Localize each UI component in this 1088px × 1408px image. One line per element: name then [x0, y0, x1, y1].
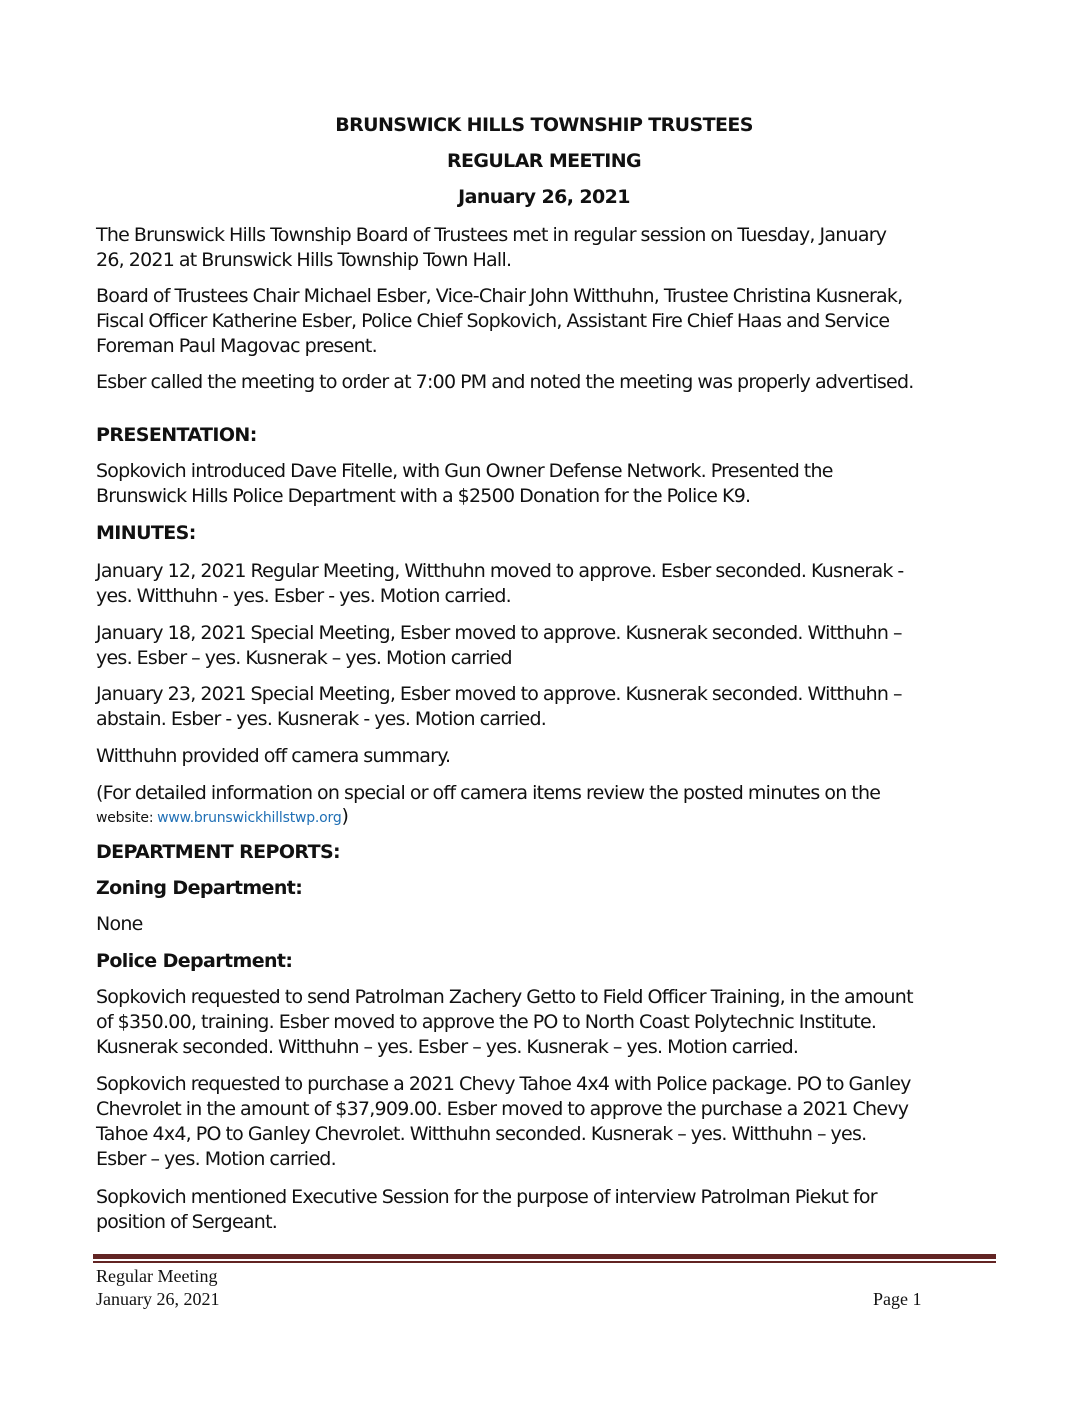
presentation-paragraph: [96, 459, 996, 509]
minutes-heading: MINUTES:: [96, 522, 196, 544]
text-line: Brunswick Hills Police Department with a $2500 Donation for the Police K9.: [96, 485, 751, 507]
off-camera-summary: Witthuhn provided off camera summary.: [96, 745, 451, 767]
police-item: [96, 1185, 996, 1235]
text-line: 26, 2021 at Brunswick Hills Township Town Hall.: [96, 249, 512, 271]
presentation-heading: PRESENTATION:: [96, 424, 257, 446]
document-title-date: January 26, 2021: [458, 186, 630, 208]
text-line: Sopkovich introduced Dave Fitelle, with Gun Owner Defense Network. Presented the: [96, 460, 833, 482]
footer-rule-thin: [93, 1261, 996, 1263]
intro-paragraph-1: [96, 223, 996, 273]
text-line: January 23, 2021 Special Meeting, Esber moved to approve. Kusnerak seconded. Witthuhn –: [96, 683, 902, 705]
text-line: Board of Trustees Chair Michael Esber, Vice-Chair John Witthuhn, Trustee Christina Kusnerak,: [96, 285, 903, 307]
text-line: (For detailed information on special or off camera items review the posted minutes on the: [96, 782, 881, 804]
closing-paren: ): [341, 805, 349, 827]
text-line: yes. Esber – yes. Kusnerak – yes. Motion carried: [96, 647, 512, 669]
attendance-paragraph: [96, 284, 996, 359]
police-item: [96, 1072, 996, 1172]
text-line: January 18, 2021 Special Meeting, Esber moved to approve. Kusnerak seconded. Witthuhn –: [96, 622, 902, 644]
minutes-item: [96, 559, 996, 609]
text-line: Kusnerak seconded. Witthuhn – yes. Esber – yes. Kusnerak – yes. Motion carried.: [96, 1036, 799, 1058]
text-line: Foreman Paul Magovac present.: [96, 335, 377, 357]
minutes-item: [96, 621, 996, 671]
text-line: The Brunswick Hills Township Board of Trustees met in regular session on Tuesday, January: [96, 224, 887, 246]
text-line: Fiscal Officer Katherine Esber, Police Chief Sopkovich, Assistant Fire Chief Haas and Service: [96, 310, 890, 332]
footer-rule-thick: [93, 1254, 996, 1259]
call-to-order-paragraph: Esber called the meeting to order at 7:00 PM and noted the meeting was properly advertised.: [96, 371, 914, 393]
text-line: January 12, 2021 Regular Meeting, Witthuhn moved to approve. Esber seconded. Kusnerak -: [96, 560, 904, 582]
website-link[interactable]: www.brunswickhillstwp.org: [157, 810, 342, 826]
document-title-meeting-type: REGULAR MEETING: [446, 150, 642, 172]
footer-meeting-type: Regular Meeting: [96, 1266, 218, 1286]
footer-date: January 26, 2021: [96, 1289, 220, 1309]
text-line: Esber – yes. Motion carried.: [96, 1148, 336, 1170]
police-item: [96, 985, 996, 1060]
text-line: Chevrolet in the amount of $37,909.00. Esber moved to approve the purchase a 2021 Chevy: [96, 1098, 909, 1120]
text-line: abstain. Esber - yes. Kusnerak - yes. Motion carried.: [96, 708, 547, 730]
text-line: of $350.00, training. Esber moved to approve the PO to North Coast Polytechnic Institute.: [96, 1011, 877, 1033]
text-line: Tahoe 4x4, PO to Ganley Chevrolet. Witthuhn seconded. Kusnerak – yes. Witthuhn – yes.: [96, 1123, 867, 1145]
text-line: Sopkovich requested to send Patrolman Zachery Getto to Field Officer Training, in the amount: [96, 986, 913, 1008]
footer-page-number: Page 1: [873, 1289, 922, 1309]
text-line: Sopkovich mentioned Executive Session for the purpose of interview Patrolman Piekut for: [96, 1186, 877, 1208]
website-label: website:: [96, 810, 158, 826]
department-reports-heading: DEPARTMENT REPORTS:: [96, 841, 341, 863]
document-title-org: BRUNSWICK HILLS TOWNSHIP TRUSTEES: [335, 114, 753, 136]
police-department-heading: Police Department:: [96, 950, 293, 972]
text-line: Sopkovich requested to purchase a 2021 Chevy Tahoe 4x4 with Police package. PO to Ganley: [96, 1073, 911, 1095]
minutes-item: [96, 682, 996, 732]
zoning-department-heading: Zoning Department:: [96, 877, 303, 899]
text-line: position of Sergeant.: [96, 1211, 278, 1233]
website-note: [96, 781, 996, 828]
zoning-department-text: None: [96, 913, 143, 935]
text-line: yes. Witthuhn - yes. Esber - yes. Motion carried.: [96, 585, 511, 607]
